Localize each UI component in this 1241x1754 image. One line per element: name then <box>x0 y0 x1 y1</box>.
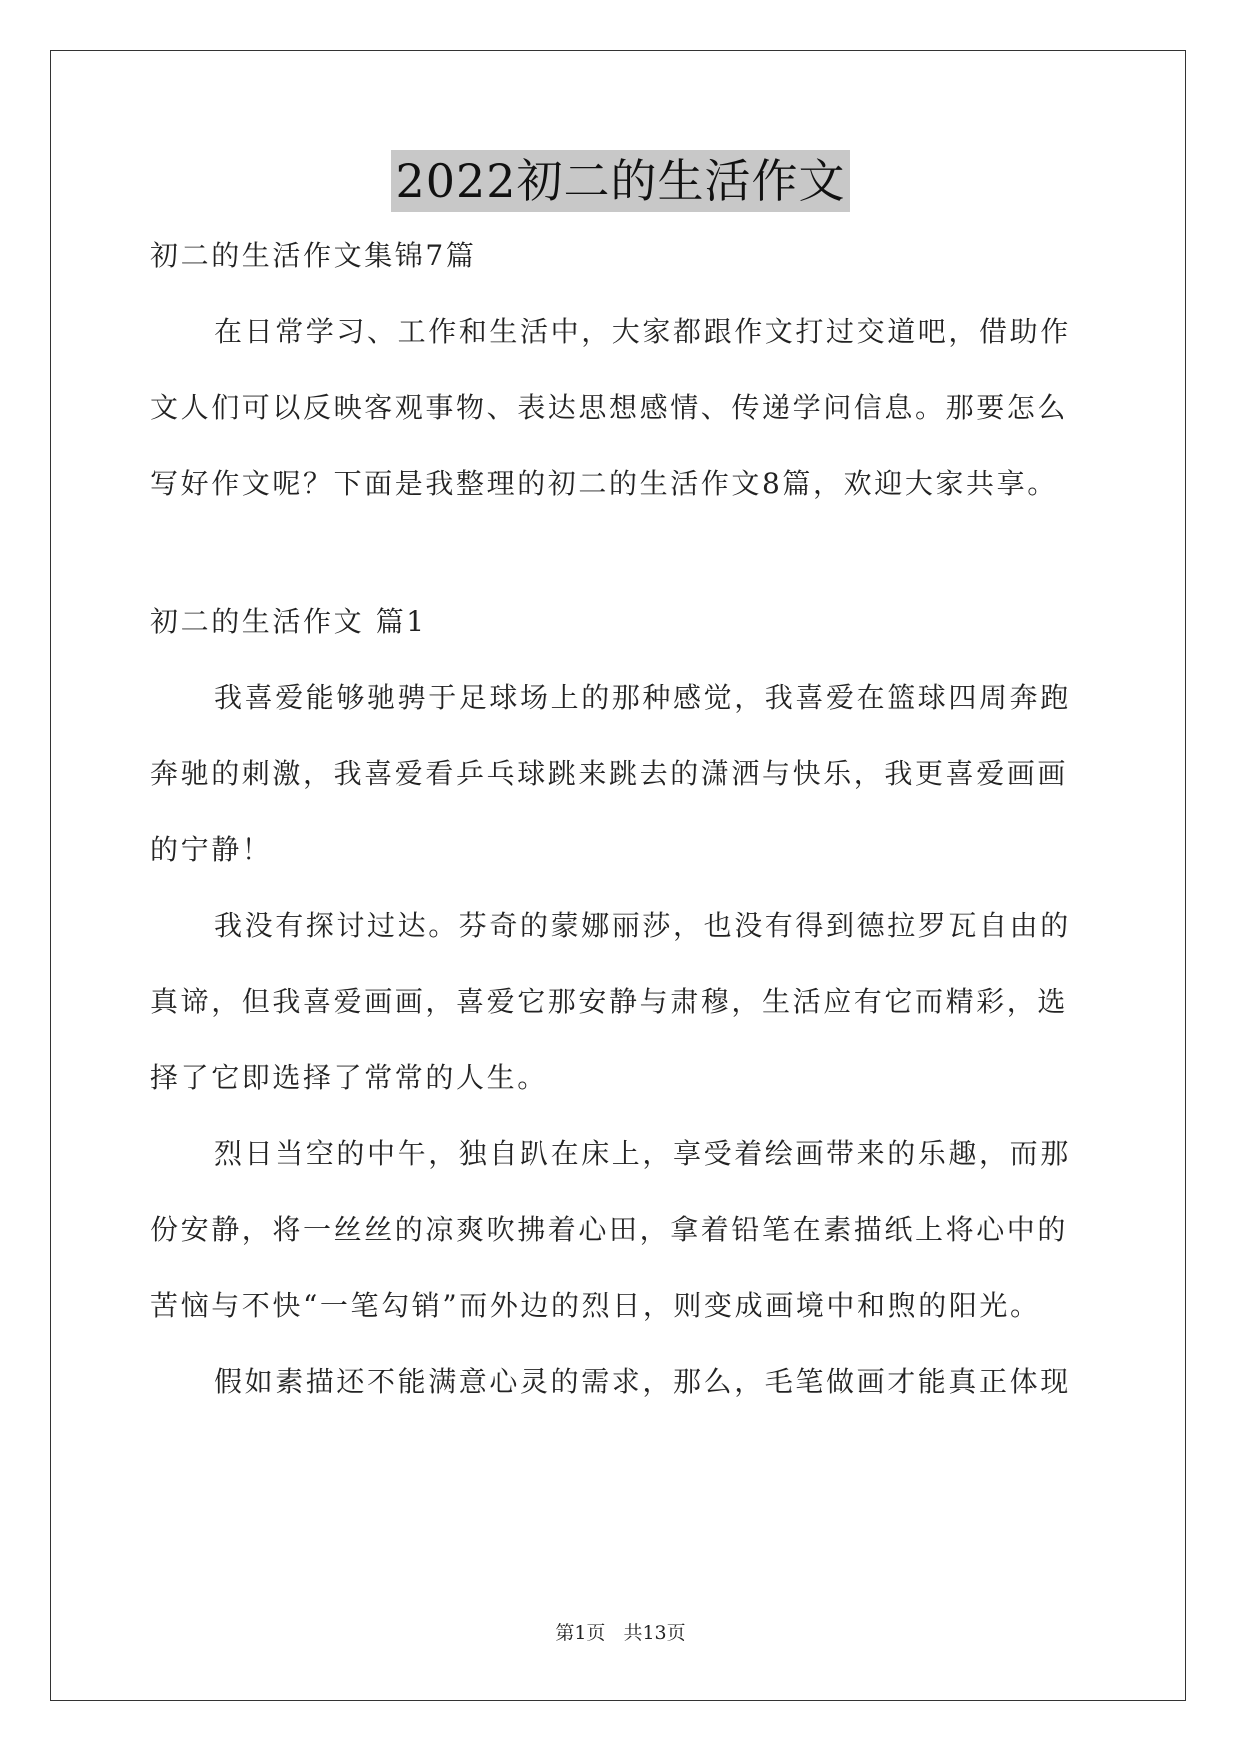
section-heading: 初二的生活作文 篇1 <box>150 605 427 638</box>
intro-line-3: 写好作文呢？下面是我整理的初二的生活作文8篇，欢迎大家共享。 <box>150 467 1058 500</box>
paragraph-1-line-1: 我喜爱能够驰骋于足球场上的那种感觉，我喜爱在篮球四周奔跑 <box>214 681 1071 714</box>
page-total: 共13页 <box>623 1622 686 1644</box>
paragraph-1-line-3: 的宁静！ <box>150 833 273 866</box>
title-container <box>0 150 1241 212</box>
intro-line-1: 在日常学习、工作和生活中，大家都跟作文打过交道吧，借助作 <box>214 315 1071 348</box>
page-border <box>50 50 1186 1701</box>
page-number: 第1页 <box>555 1622 606 1644</box>
paragraph-3-line-1: 烈日当空的中午，独自趴在床上，享受着绘画带来的乐趣，而那 <box>214 1137 1071 1170</box>
paragraph-2-line-1: 我没有探讨过达。芬奇的蒙娜丽莎，也没有得到德拉罗瓦自由的 <box>214 909 1071 942</box>
intro-line-2: 文人们可以反映客观事物、表达思想感情、传递学问信息。那要怎么 <box>150 391 1069 424</box>
document-title: 2022初二的生活作文 <box>391 150 849 212</box>
paragraph-3-line-2: 份安静，将一丝丝的凉爽吹拂着心田，拿着铅笔在素描纸上将心中的 <box>150 1213 1069 1246</box>
document-subtitle: 初二的生活作文集锦7篇 <box>150 239 477 272</box>
paragraph-2-line-2: 真谛，但我喜爱画画，喜爱它那安静与肃穆，生活应有它而精彩，选 <box>150 985 1069 1018</box>
paragraph-2-line-3: 择了它即选择了常常的人生。 <box>150 1061 548 1094</box>
page-footer <box>0 1618 1241 1645</box>
paragraph-3-line-3: 苦恼与不快“一笔勾销”而外边的烈日，则变成画境中和煦的阳光。 <box>150 1289 1041 1322</box>
paragraph-1-line-2: 奔驰的刺激，我喜爱看乒乓球跳来跳去的潇洒与快乐，我更喜爱画画 <box>150 757 1069 790</box>
paragraph-4-line-1: 假如素描还不能满意心灵的需求，那么，毛笔做画才能真正体现 <box>214 1365 1071 1398</box>
